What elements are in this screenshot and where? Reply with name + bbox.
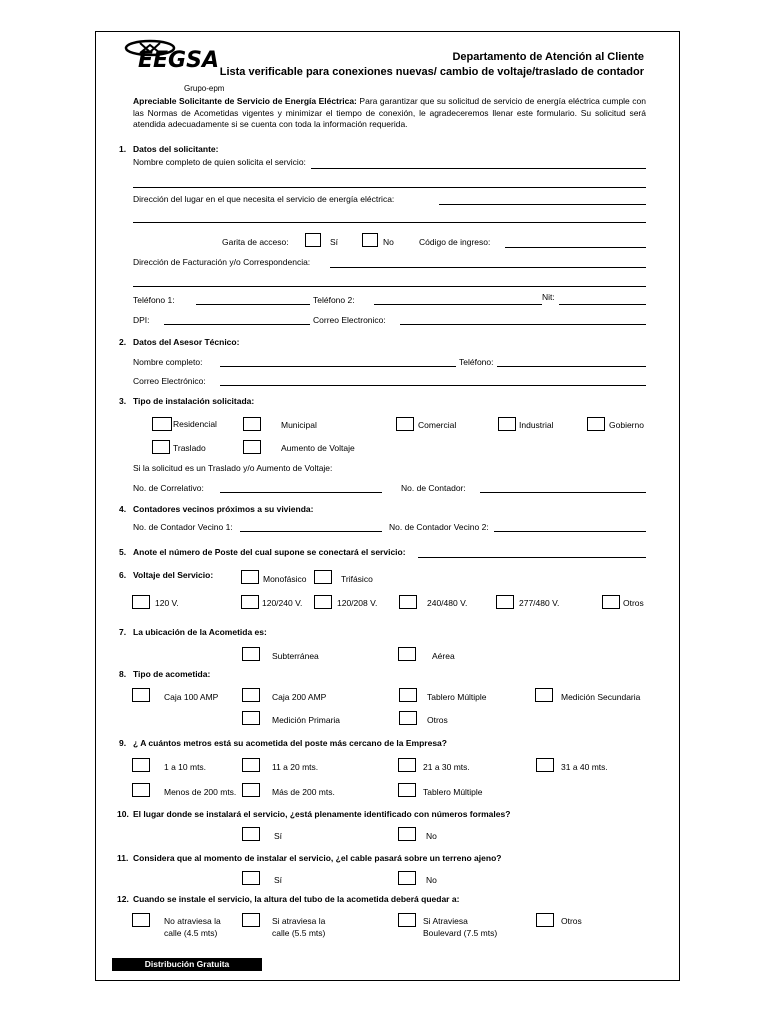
s1-nit-line[interactable]	[559, 304, 646, 305]
s6-mono-label: Monofásico	[263, 574, 307, 584]
s11-title: Considera que al momento de instalar el servicio, ¿el cable pasará sobre un terreno ajeno?	[133, 853, 502, 863]
s12-o3-checkbox[interactable]	[398, 913, 416, 927]
s12-o2-checkbox[interactable]	[242, 913, 260, 927]
s8-caja100-label: Caja 100 AMP	[164, 692, 219, 702]
s9-menos200-checkbox[interactable]	[132, 783, 150, 797]
s8-caja200-label: Caja 200 AMP	[272, 692, 327, 702]
s12-o1-label-b: calle (4.5 mts)	[164, 928, 218, 938]
s12-title: Cuando se instale el servicio, la altura del tubo de la acometida deberá quedar a:	[133, 894, 460, 904]
intro-paragraph	[133, 96, 646, 131]
s3-aumento-label: Aumento de Voltaje	[281, 443, 355, 453]
s9-11-20-checkbox[interactable]	[242, 758, 260, 772]
s6-120-240-label: 120/240 V.	[262, 598, 303, 608]
s1-billing-label: Dirección de Facturación y/o Correspondencia:	[133, 257, 311, 267]
s9-num: 9.	[119, 738, 127, 748]
s2-name-label: Nombre completo:	[133, 357, 203, 367]
s5-title: Anote el número de Poste del cual supone se conectará el servicio:	[133, 547, 406, 557]
s7-aerea-label: Aérea	[432, 651, 455, 661]
s3-meter-label: No. de Contador:	[401, 483, 466, 493]
s3-gobierno-checkbox[interactable]	[587, 417, 605, 431]
s1-fullname-label: Nombre completo de quien solicita el servicio:	[133, 157, 306, 167]
s8-otros-checkbox[interactable]	[399, 711, 417, 725]
s10-num: 10.	[117, 809, 129, 819]
s11-yes-label: Sí	[274, 875, 283, 885]
s6-240-480-label: 240/480 V.	[427, 598, 468, 608]
s3-aumento-checkbox[interactable]	[243, 440, 261, 454]
s6-otros-label: Otros	[623, 598, 644, 608]
department-title: Departamento de Atención al Cliente	[452, 51, 644, 63]
s3-municipal-checkbox[interactable]	[243, 417, 261, 431]
s4-num: 4.	[119, 504, 127, 514]
s9-mas200-label: Más de 200 mts.	[272, 787, 335, 797]
s4-n2-line[interactable]	[494, 531, 646, 532]
s7-sub-checkbox[interactable]	[242, 647, 260, 661]
s6-240-480-checkbox[interactable]	[399, 595, 417, 609]
s8-title: Tipo de acometida:	[133, 669, 211, 679]
s2-email-label: Correo Electrónico:	[133, 376, 206, 386]
s4-n1-label: No. de Contador Vecino 1:	[133, 522, 233, 532]
s10-title: El lugar donde se instalará el servicio, ¿está plenamente identificado con números formales?	[133, 809, 511, 819]
s8-medsec-label: Medición Secundaria	[561, 692, 641, 702]
s3-industrial-checkbox[interactable]	[498, 417, 516, 431]
s1-address-line2[interactable]	[133, 222, 646, 223]
s1-gate-no-label: No	[383, 237, 394, 247]
s8-tablero-label: Tablero Múltiple	[427, 692, 487, 702]
s3-municipal-label: Municipal	[281, 420, 317, 430]
s2-phone-label: Teléfono:	[459, 357, 494, 367]
s9-tablero-checkbox[interactable]	[398, 783, 416, 797]
s9-1-10-checkbox[interactable]	[132, 758, 150, 772]
s3-comercial-label: Comercial	[418, 420, 457, 430]
logo-group: Grupo-epm	[184, 84, 225, 93]
intro-bold: Apreciable Solicitante de Servicio de Energía Eléctrica:	[133, 96, 357, 106]
s6-277-480-label: 277/480 V.	[519, 598, 560, 608]
s12-o4-label: Otros	[561, 916, 582, 926]
s1-gate-yes-checkbox[interactable]	[305, 233, 321, 247]
s7-aerea-checkbox[interactable]	[398, 647, 416, 661]
s1-phone1-line[interactable]	[196, 304, 310, 305]
s8-num: 8.	[119, 669, 127, 679]
s1-title: Datos del solicitante:	[133, 144, 219, 154]
s6-title: Voltaje del Servicio:	[133, 570, 214, 580]
s12-o2-label-a: Si atraviesa la	[272, 916, 326, 926]
s6-mono-checkbox[interactable]	[241, 570, 259, 584]
s4-n2-label: No. de Contador Vecino 2:	[389, 522, 489, 532]
logo-wordmark: EEGSA	[138, 48, 219, 73]
s9-31-40-label: 31 a 40 mts.	[561, 762, 608, 772]
s10-yes-checkbox[interactable]	[242, 827, 260, 841]
s3-correlative-label: No. de Correlativo:	[133, 483, 204, 493]
s6-num: 6.	[119, 570, 127, 580]
s12-o4-checkbox[interactable]	[536, 913, 554, 927]
s1-phone1-label: Teléfono 1:	[133, 295, 175, 305]
s11-yes-checkbox[interactable]	[242, 871, 260, 885]
s8-medsec-checkbox[interactable]	[535, 688, 553, 702]
s1-fullname-line2[interactable]	[133, 187, 646, 188]
s3-residencial-label: Residencial	[173, 419, 217, 429]
s4-n1-line[interactable]	[240, 531, 382, 532]
s1-billing-line2[interactable]	[133, 286, 646, 287]
s1-gate-no-checkbox[interactable]	[362, 233, 378, 247]
form-title: Lista verificable para conexiones nuevas/ cambio de voltaje/traslado de contador	[219, 66, 644, 78]
s2-num: 2.	[119, 337, 127, 347]
s3-industrial-label: Industrial	[519, 420, 554, 430]
s8-medprim-checkbox[interactable]	[242, 711, 260, 725]
s9-menos200-label: Menos de 200 mts.	[164, 787, 237, 797]
s9-tablero-label: Tablero Múltiple	[423, 787, 483, 797]
s11-num: 11.	[117, 853, 129, 863]
s2-email-line[interactable]	[220, 385, 646, 386]
s8-caja200-checkbox[interactable]	[242, 688, 260, 702]
s9-title: ¿ A cuántos metros está su acometida del poste más cercano de la Empresa?	[133, 738, 447, 748]
s1-entrycode-line[interactable]	[505, 247, 646, 248]
s5-line[interactable]	[418, 557, 646, 558]
s10-yes-label: Sí	[274, 831, 283, 841]
s1-address-line[interactable]	[439, 204, 646, 205]
s6-120-208-checkbox[interactable]	[314, 595, 332, 609]
s12-o3-label-b: Boulevard (7.5 mts)	[423, 928, 498, 938]
s6-120-checkbox[interactable]	[132, 595, 150, 609]
s5-num: 5.	[119, 547, 127, 557]
s2-phone-line[interactable]	[497, 366, 646, 367]
s12-o1-label-a: No atraviesa la	[164, 916, 221, 926]
s4-title: Contadores vecinos próximos a su vivienda:	[133, 504, 314, 514]
s9-mas200-checkbox[interactable]	[242, 783, 260, 797]
s1-dpi-label: DPI:	[133, 315, 150, 325]
s9-21-30-label: 21 a 30 mts.	[423, 762, 470, 772]
s10-no-label: No	[426, 831, 437, 841]
s1-gate-yes-label: Sí	[330, 237, 339, 247]
s6-tri-label: Trifásico	[341, 574, 373, 584]
s7-num: 7.	[119, 627, 127, 637]
s12-o1-checkbox[interactable]	[132, 913, 150, 927]
s10-no-checkbox[interactable]	[398, 827, 416, 841]
s3-correlative-line[interactable]	[220, 492, 382, 493]
s1-entrycode-label: Código de ingreso:	[419, 237, 491, 247]
s1-billing-line[interactable]	[330, 267, 646, 268]
s1-dpi-line[interactable]	[164, 324, 310, 325]
s3-residencial-checkbox[interactable]	[152, 417, 172, 431]
s3-gobierno-label: Gobierno	[609, 420, 644, 430]
s8-medprim-label: Medición Primaria	[272, 715, 341, 725]
s6-277-480-checkbox[interactable]	[496, 595, 514, 609]
s3-note: Si la solicitud es un Traslado y/o Aumento de Voltaje:	[133, 463, 333, 473]
s6-120-label: 120 V.	[155, 598, 179, 608]
s2-name-line[interactable]	[220, 366, 456, 367]
s7-sub-label: Subterránea	[272, 651, 319, 661]
s11-no-checkbox[interactable]	[398, 871, 416, 885]
s3-title: Tipo de instalación solicitada:	[133, 396, 255, 406]
s1-num: 1.	[119, 144, 127, 154]
s1-nit-label: Nit:	[542, 292, 555, 302]
s7-title: La ubicación de la Acometida es:	[133, 627, 267, 637]
s8-tablero-checkbox[interactable]	[399, 688, 417, 702]
s3-traslado-checkbox[interactable]	[152, 440, 170, 454]
s2-title: Datos del Asesor Técnico:	[133, 337, 240, 347]
s11-no-label: No	[426, 875, 437, 885]
s9-11-20-label: 11 a 20 mts.	[272, 762, 319, 772]
s12-num: 12.	[117, 894, 129, 904]
s6-120-208-label: 120/208 V.	[337, 598, 378, 608]
s3-meter-line[interactable]	[480, 492, 646, 493]
s12-o3-label-a: Si Atraviesa	[423, 916, 468, 926]
s1-fullname-line[interactable]	[311, 168, 646, 169]
s1-address-label: Dirección del lugar en el que necesita el servicio de energía eléctrica:	[133, 194, 395, 204]
s6-otros-checkbox[interactable]	[602, 595, 620, 609]
s1-phone2-label: Teléfono 2:	[313, 295, 355, 305]
s6-120-240-checkbox[interactable]	[241, 595, 259, 609]
footer-label: Distribución Gratuita	[112, 958, 262, 971]
s8-caja100-checkbox[interactable]	[132, 688, 150, 702]
s8-otros-label: Otros	[427, 715, 448, 725]
s1-phone2-line[interactable]	[374, 304, 542, 305]
s1-gate-label: Garita de acceso:	[222, 237, 289, 247]
s1-email-line[interactable]	[400, 324, 646, 325]
s3-comercial-checkbox[interactable]	[396, 417, 414, 431]
s9-21-30-checkbox[interactable]	[398, 758, 416, 772]
s6-tri-checkbox[interactable]	[314, 570, 332, 584]
s3-traslado-label: Traslado	[173, 443, 206, 453]
s9-31-40-checkbox[interactable]	[536, 758, 554, 772]
intro-text: Para garantizar que su solicitud de servicio de energía eléctrica cumple con las Normas de Acometidas vigentes y minimizar el tiempo de conexión, le agradeceremos llenar este formulario. Su solicitud será atendida adecuadamente si se cuenta con toda la información requerida.	[133, 96, 647, 129]
s1-email-label: Correo Electronico:	[313, 315, 386, 325]
s3-num: 3.	[119, 396, 127, 406]
s9-1-10-label: 1 a 10 mts.	[164, 762, 207, 772]
s12-o2-label-b: calle (5.5 mts)	[272, 928, 326, 938]
